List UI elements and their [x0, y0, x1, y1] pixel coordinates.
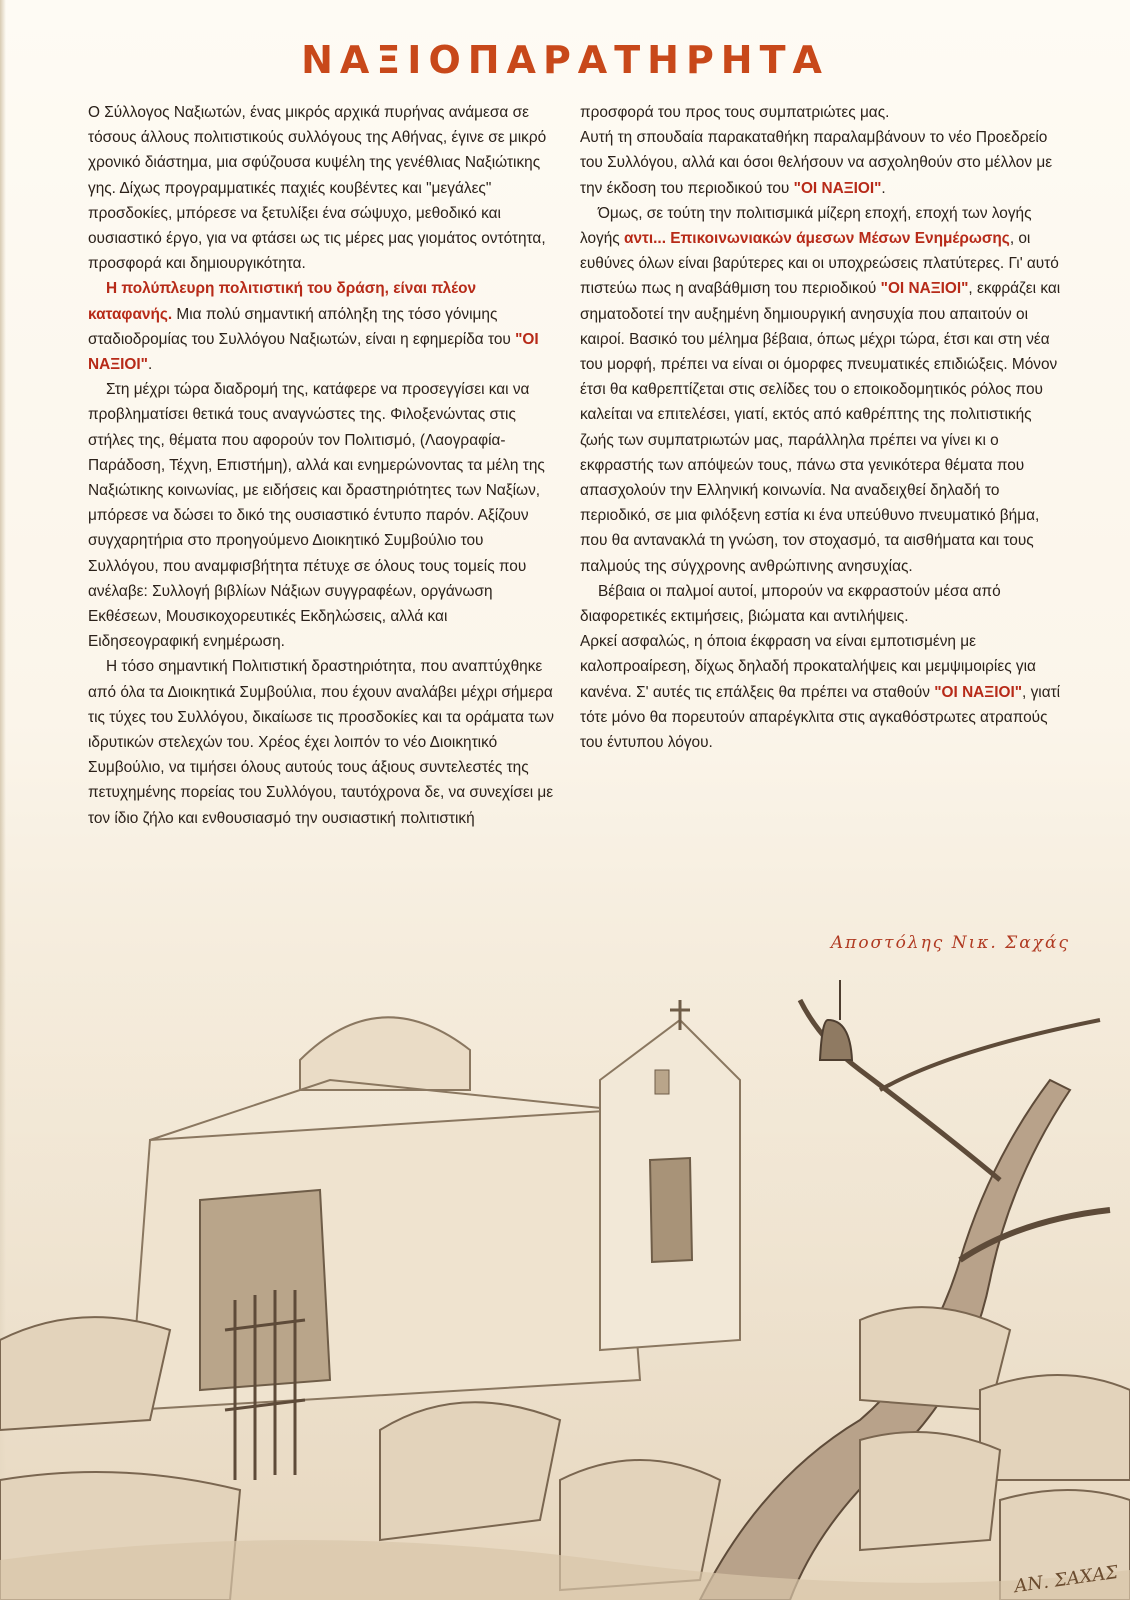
publication-name: "ΟΙ ΝΑΞΙΟΙ"	[88, 330, 539, 374]
paragraph	[580, 125, 1065, 201]
paragraph-text: Αρκεί ασφαλώς, η όποια έκφραση να είναι εμποτισμένη με καλοπροαίρεση, δίχως δηλαδή προκαταλήψεις και μεμψιμοιρίες για κανένα. Σ' αυτές τις επάλξεις θα πρέπει να σταθούν	[580, 633, 1036, 701]
publication-name: "ΟΙ ΝΑΞΙΟΙ"	[934, 683, 1023, 701]
left-column	[88, 100, 558, 831]
publication-name: "ΟΙ ΝΑΞΙΟΙ"	[880, 280, 969, 298]
highlight-text: αντι... Επικοινωνιακών άμεσων Μέσων Ενημέρωσης	[623, 230, 1010, 248]
paragraph-text: Αυτή τη σπουδαία παρακαταθήκη παραλαμβάνουν το νέο Προεδρείο του Συλλόγου, αλλά και όσοι θελήσουν να ασχοληθούν στο μέλλον με την έκδοση του περιοδικού του	[580, 129, 1053, 197]
paragraph: Η τόσο σημαντική Πολιτιστική δραστηριότητα, που αναπτύχθηκε από όλα τα Διοικητικά Συμβούλια, που έχουν αναλάβει μέχρι σήμερα τις τύχες του Συλλόγου, δικαίωσε τις προσδοκίες και τα οράματα των ιδρυτικών στελεχών του. Χρέος έχει λοιπόν το νέο Διοικητικό Συμβούλιο, να τιμήσει όλους αυτούς τους άξιους συντελεστές της πετυχημένης πορείας του Συλλόγου, ταυτόχρονα δε, να συνεχίσει με τον ίδιο ζήλο και ενθουσιασμό την ουσιαστική πολιτιστική	[88, 658, 554, 827]
paragraph	[580, 629, 1065, 755]
punctuation: .	[147, 356, 153, 374]
highlight-text: Η πολύπλευρη πολιτιστική του δράση, είναι πλέον καταφανής.	[88, 280, 477, 323]
paragraph	[88, 276, 558, 377]
paragraph: Ο Σύλλογος Ναξιωτών, ένας μικρός αρχικά πυρήνας ανάμεσα σε τόσους άλλους πολιτιστικούς συλλόγους της Αθήνας, έγινε σε μικρό χρονικό διάστημα, μια σφύζουσα κυψέλη της γενέθλιας Ναξιώτικης γης. Δίχως προγραμματικές παχιές κουβέντες και "μεγάλες" προσδοκίες, μπόρεσε να ξετυλίξει ένα σώψυχο, μεθοδικό και ουσιαστικό έργο, για να φτάσει ως τις μέρες μας γιομάτος οντότητα, προσφορά και δημιουργικότητα.	[88, 104, 547, 273]
paragraph: Στη μέχρι τώρα διαδρομή της, κατάφερε να προσεγγίσει και να προβληματίσει θετικά τους αναγνώστες της. Φιλοξενώντας στις στήλες της, θέματα που αφορούν τον Πολιτισμό, (Λαογραφία- Παράδοση, Τέχνη, Επιστήμη), αλλά και ενημερώνοντας τα μέλη της Ναξιώτικης κοινωνίας, με ειδήσεις και δραστηριότητες των Ναξίων, μπόρεσε να δώσει το δικό της ουσιαστικό έντυπο παρόν. Αξίζουν συγχαρητήρια στο προηγούμενο Διοικητικό Συμβούλιο του Συλλόγου, που αναμφισβήτητα πέτυχε σε όλους τους τομείς που ανέλαβε: Συλλογή βιβλίων Νάξιων συγγραφέων, οργάνωση Εκθέσεων, Μουσικοχορευτικές Εκδηλώσεις, αλλά και Ειδησεογραφική ενημέρωση.	[88, 381, 545, 651]
paragraph: Βέβαια οι παλμοί αυτοί, μπορούν να εκφραστούν μέσα από διαφορετικές εκτιμήσεις, βιώματα και αντιλήψεις.	[580, 582, 1001, 626]
artist-mark: ΑΝ. ΣΑΧΑΣ	[1012, 1561, 1119, 1598]
page-title: ΝΑΞΙΟΠΑΡΑΤΗΡΗΤΑ	[301, 38, 829, 82]
village-chapel-with-bell-sketch-icon	[0, 960, 1130, 1600]
paragraph-text: Όμως, σε τούτη την πολιτισμικά μίζερη εποχή, εποχή των λογής λογής	[580, 204, 1032, 248]
punctuation: .	[881, 179, 886, 197]
paragraph-text: Μια πολύ σημαντική απόληξη της τόσο γόνιμης σταδιοδρομίας του Συλλόγου Ναξιωτών, είναι η εφημερίδα του	[88, 305, 516, 348]
paragraph-text: , γιατί τότε μόνο θα πορευτούν απαρέγκλιτα στις αγκαθόστρωτες ατραπούς του έντυπου λόγου.	[580, 683, 1061, 752]
paragraph-text: , οι ευθύνες όλων είναι βαρύτερες και οι υποχρεώσεις πλατύτερες. Γι' αυτό πιστεύω πως η αναβάθμιση του περιοδικού	[580, 230, 1059, 298]
paragraph: προσφορά του προς τους συμπατριώτες μας.	[580, 104, 890, 121]
paragraph	[580, 201, 1065, 579]
publication-name: "ΟΙ ΝΑΞΙΟΙ"	[793, 179, 882, 197]
author-signature: Αποστόλης Νικ. Σαχάς	[830, 933, 1070, 953]
right-column	[580, 100, 1065, 755]
paragraph-text: , εκφράζει και σηματοδοτεί την αυξημένη δημιουργική ανησυχία που απαιτούν οι καιροί. Βασικό του μέλημα βέβαια, όπως μέχρι τώρα, έτσι και στη νέα του μορφή, πρέπει να είναι οι όμορφες πνευματικές επιδιώξεις. Μόνον έτσι θα καθρεπτίζεται στις σελίδες του ο εποικοδομητικός ρόλος που καλείται να επιτελέσει, γιατί, εκτός από καθρέπτης της πολιτιστικής ζωής των συμπατριωτών μας, παράλληλα πρέπει να γίνει κι ο εκφραστής των απόψεών τους, πάνω στα γενικότερα θέματα που απασχολούν την Ελληνική κοινωνία. Να αναδειχθεί δηλαδή το περιοδικό, σε μια φιλόξενη εστία κι ένα υπεύθυνο πνευματικό βήμα, που θα αντανακλά τη γνώση, τον στοχασμό, τα αισθήματα και τους παλμούς της σύγχρονης ανθρώπινης ανησυχίας.	[580, 280, 1061, 575]
